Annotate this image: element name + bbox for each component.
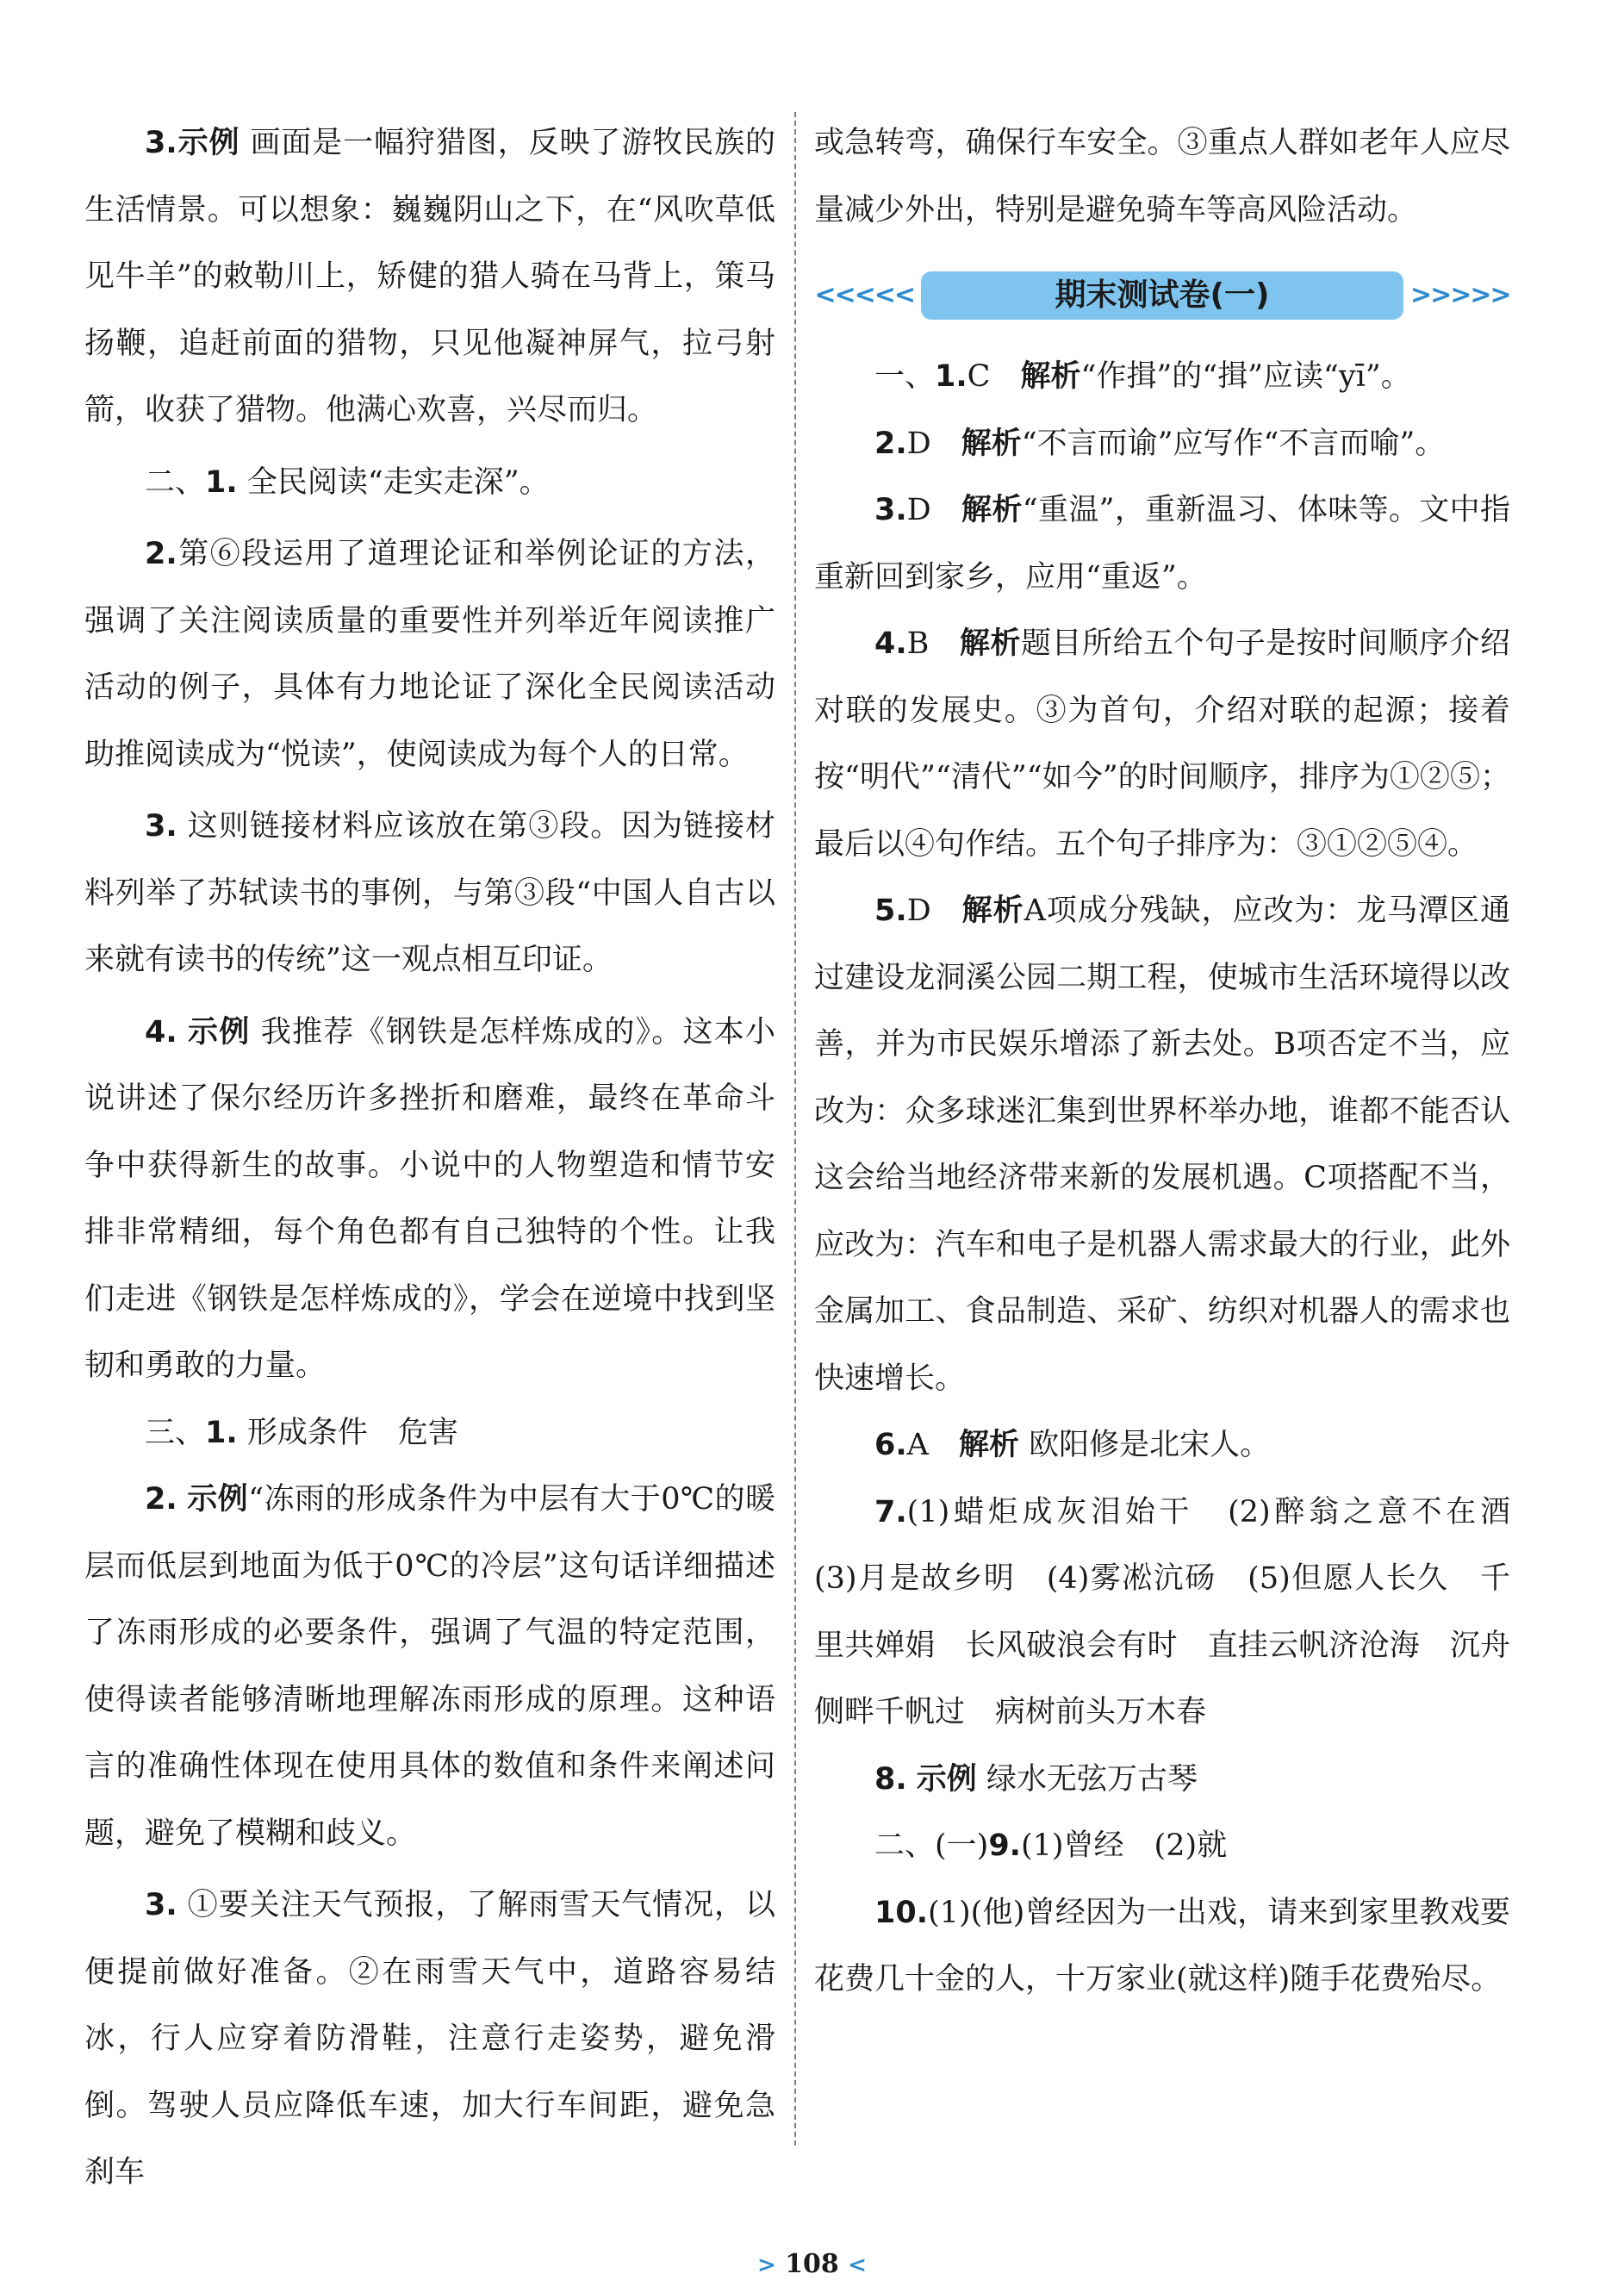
- section-title: 期末测试卷(一): [921, 271, 1403, 320]
- right-column: [814, 110, 1541, 2014]
- page-arrow-left-icon: >: [756, 2252, 776, 2278]
- answer-item: 二、(一)9.(1)曾经 (2)就: [874, 1828, 1228, 1863]
- answer-item: 10.(1)(他)曾经因为一出戏，请来到家里教戏要花费几十金的人，十万家业(就这样)随手花费殆尽。: [814, 1895, 1510, 1997]
- banner-arrows-right: >>>>>: [1410, 280, 1510, 311]
- answer-item: 一、1.C 解析“作揖”的“揖”应读“yī”。: [874, 359, 1411, 394]
- answer-item: 3. ①要关注天气预报，了解雨雪天气情况，以便提前做好准备。②在雨雪天气中，道路容易结冰，行人应穿着防滑鞋，注意行走姿势，避免滑倒。驾驶人员应降低车速，加大行车间距，避免急刹车: [84, 1888, 775, 2190]
- answer-item: 3.D 解析“重温”，重新温习、体味等。文中指重新回到家乡，应用“重返”。: [814, 493, 1510, 595]
- page-number: [0, 2249, 1624, 2279]
- answer-item: 4. 示例 我推荐《钢铁是怎样炼成的》。这本小说讲述了保尔经历许多挫折和磨难，最终在革命斗争中获得新生的故事。小说中的人物塑造和情节安排非常精细，每个角色都有自己独特的个性。让我们走进《钢铁是怎样炼成的》，学会在逆境中找到坚韧和勇敢的力量。: [84, 1014, 775, 1383]
- answer-item: 2. 示例“冻雨的形成条件为中层有大于0℃的暖层而低层到地面为低于0℃的冷层”这句话详细描述了冻雨形成的必要条件，强调了气温的特定范围，使得读者能够清晰地理解冻雨形成的原理。这种语言的准确性体现在使用具体的数值和条件来阐述问题，避免了模糊和歧义。: [84, 1482, 775, 1851]
- answer-item: 3.示例 画面是一幅狩猎图，反映了游牧民族的生活情景。可以想象：巍巍阴山之下，在“风吹草低见牛羊”的敕勒川上，矫健的猎人骑在马背上，策马扬鞭，追赶前面的猎物，只见他凝神屏气，拉弓射箭，收获了猎物。他满心欢喜，兴尽而归。: [84, 126, 775, 427]
- answer-item: 6.A 解析 欧阳修是北宋人。: [874, 1428, 1271, 1462]
- page-arrow-right-icon: <: [848, 2252, 868, 2278]
- answer-item: 5.D 解析A项成分残缺，应改为：龙马潭区通过建设龙洞溪公园二期工程，使城市生活环境得以改善，并为市民娱乐增添了新去处。B项否定不当，应改为：众多球迷汇集到世界杯举办地，谁都不能否认这会给当地经济带来新的发展机遇。C项搭配不当，应改为：汽车和电子是机器人需求最大的行业，此外金属加工、食品制造、采矿、纺织对机器人的需求也快速增长。: [814, 894, 1510, 1396]
- section-banner: [814, 261, 1510, 330]
- left-column: [84, 110, 775, 2207]
- banner-arrows-left: <<<<<: [814, 280, 914, 311]
- answer-item: 3. 这则链接材料应该放在第③段。因为链接材料列举了苏轼读书的事例，与第③段“中国人自古以来就有读书的传统”这一观点相互印证。: [84, 809, 775, 977]
- answer-item: 三、1. 形成条件 危害: [145, 1415, 458, 1450]
- answer-item: 2.第⑥段运用了道理论证和举例论证的方法，强调了关注阅读质量的重要性并列举近年阅读推广活动的例子，具体有力地论证了深化全民阅读活动助推阅读成为“悦读”，使阅读成为每个人的日常。: [84, 537, 775, 772]
- page-number-text: 108: [785, 2249, 839, 2279]
- answer-item: 4.B 解析题目所给五个句子是按时间顺序介绍对联的发展史。③为首句，介绍对联的起源；接着按“明代”“清代”“如今”的时间顺序，排序为①②⑤；最后以④句作结。五个句子排序为：③①②⑤④。: [814, 626, 1510, 862]
- column-divider: [794, 112, 796, 2146]
- answer-item: 二、1. 全民阅读“走实走深”。: [145, 464, 550, 500]
- continued-text: 或急转弯，确保行车安全。③重点人群如老年人应尽量减少外出，特别是避免骑车等高风险活动。: [814, 126, 1510, 227]
- answer-item: 7.(1)蜡炬成灰泪始干 (2)醉翁之意不在酒 (3)月是故乡明 (4)雾凇沆砀 (5)但愿人长久 千里共婵娟 长风破浪会有时 直挂云帆济沧海 沉舟侧畔千帆过 病树前头万木春: [814, 1494, 1541, 1729]
- answer-item: 8. 示例 绿水无弦万古琴: [874, 1761, 1198, 1797]
- answer-item: 2.D 解析“不言而谕”应写作“不言而喻”。: [874, 426, 1446, 461]
